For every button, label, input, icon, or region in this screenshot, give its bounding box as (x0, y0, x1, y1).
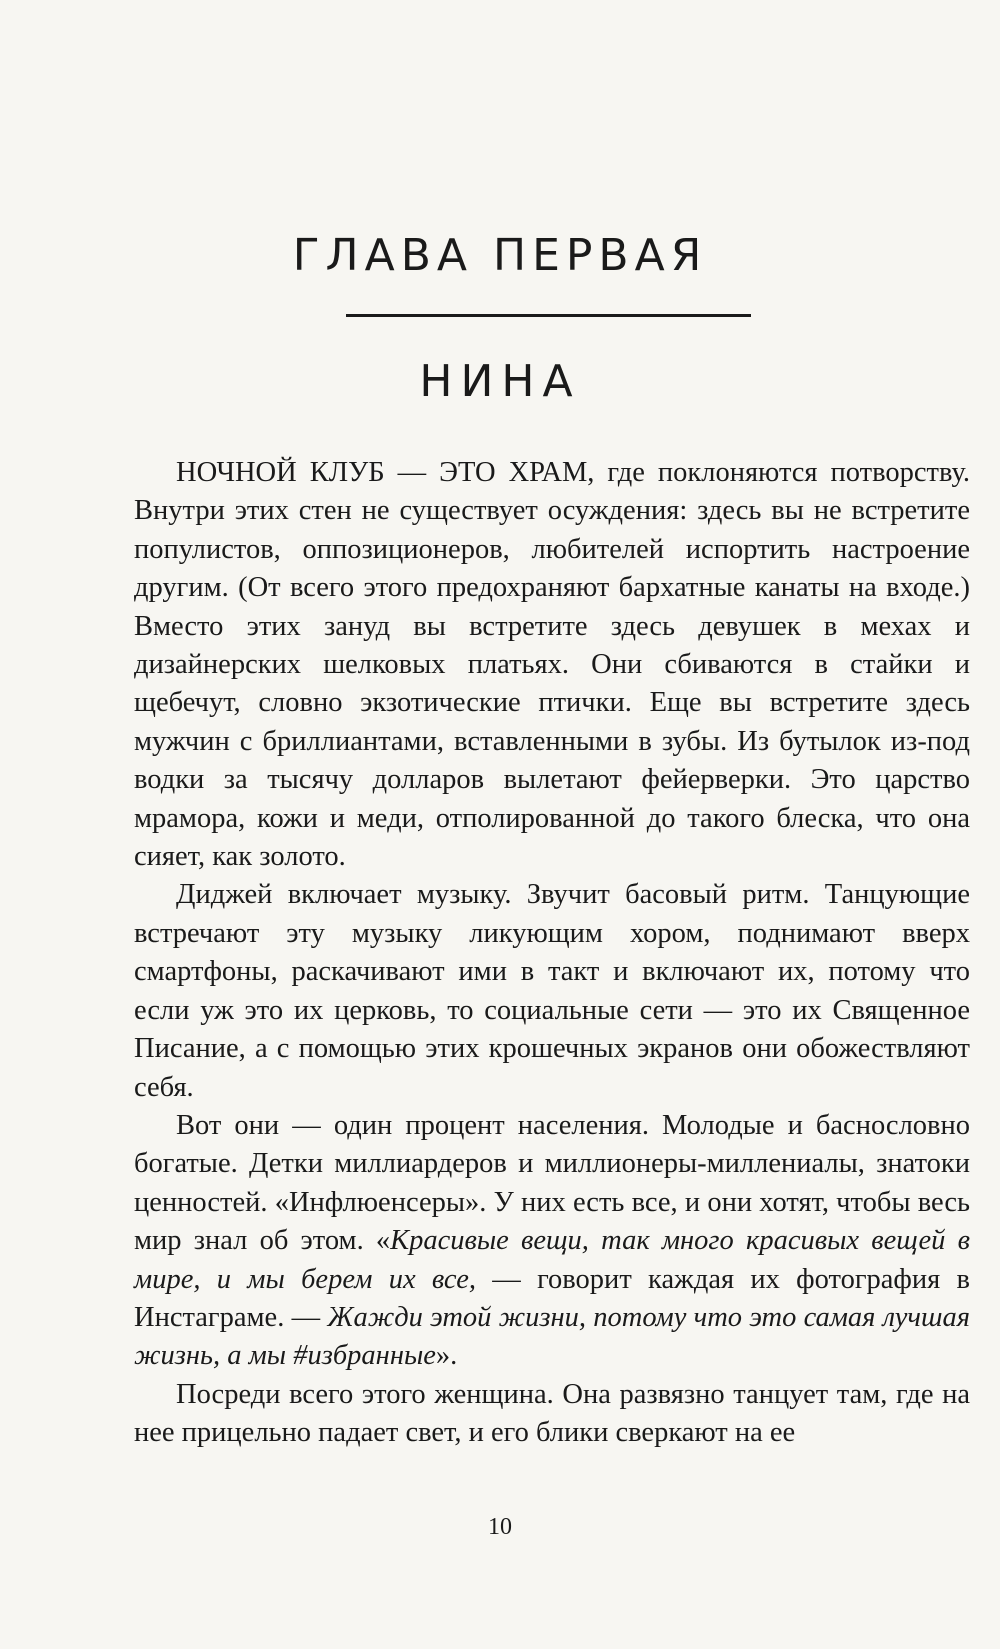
italic-quote-1: Красивые вещи, так много красивых вещей в мире, и мы берем их все, (134, 1225, 970, 1295)
chapter-heading: ГЛАВА ПЕРВАЯ (292, 230, 708, 281)
chapter-subtitle: НИНА (419, 356, 581, 407)
paragraph-2 (134, 876, 970, 1106)
paragraph-lead: НОЧНОЙ КЛУБ — ЭТО ХРАМ (176, 457, 588, 488)
italic-quote-2: Жажди этой жизни, потому что это самая лучшая жизнь, а мы #избранные (134, 1301, 970, 1372)
paragraph-3 (134, 1107, 970, 1376)
paragraph-text: ». (435, 1340, 458, 1372)
paragraph-4 (134, 1376, 970, 1453)
page-number: 10 (488, 1514, 512, 1540)
paragraph-text: — говорит каждая их фотография в Инстаграме. — (134, 1263, 970, 1333)
chapter-divider (346, 314, 751, 317)
paragraph-text: , где поклоняются потворству. Внутри этих стен не существует осуждения: здесь вы не встретите популистов, оппозиционеров, любителей испортить настроение другим. (От всего этого предохраняют бархатные канаты на входе.) Вместо этих зануд вы встретите здесь девушек в мехах и дизайнерских шелковых платьях. Они сбиваются в стайки и щебечут, словно экзотические птички. Еще вы встретите здесь мужчин с бриллиантами, вставленными в зубы. Из бутылок из-под водки за тысячу долларов вылетают фейерверки. Это царство мрамора, кожи и меди, отполированной до такого блеска, что она сияет, как золото. (134, 457, 970, 873)
paragraph-text: Посреди всего этого женщина. Она развязно танцует там, где на нее прицельно падает свет, и его блики сверкают на ее (134, 1378, 970, 1449)
paragraph-text: Вот они — один процент населения. Молодые и баснословно богатые. Детки миллиардеров и миллионеры-миллениалы, знатоки ценностей. «Инфлюенсеры». У них есть все, и они хотят, чтобы весь мир знал об этом. « (134, 1109, 970, 1257)
paragraph-1 (134, 454, 970, 876)
body-text (134, 454, 970, 1453)
paragraph-text: Диджей включает музыку. Звучит басовый ритм. Танцующие встречают эту музыку ликующим хором, поднимают вверх смартфоны, раскачивают ими в такт и включают их, потому что если уж это их церковь, то социальные сети — это их Священное Писание, а с помощью этих крошечных экранов они обожествляют себя. (134, 879, 970, 1103)
